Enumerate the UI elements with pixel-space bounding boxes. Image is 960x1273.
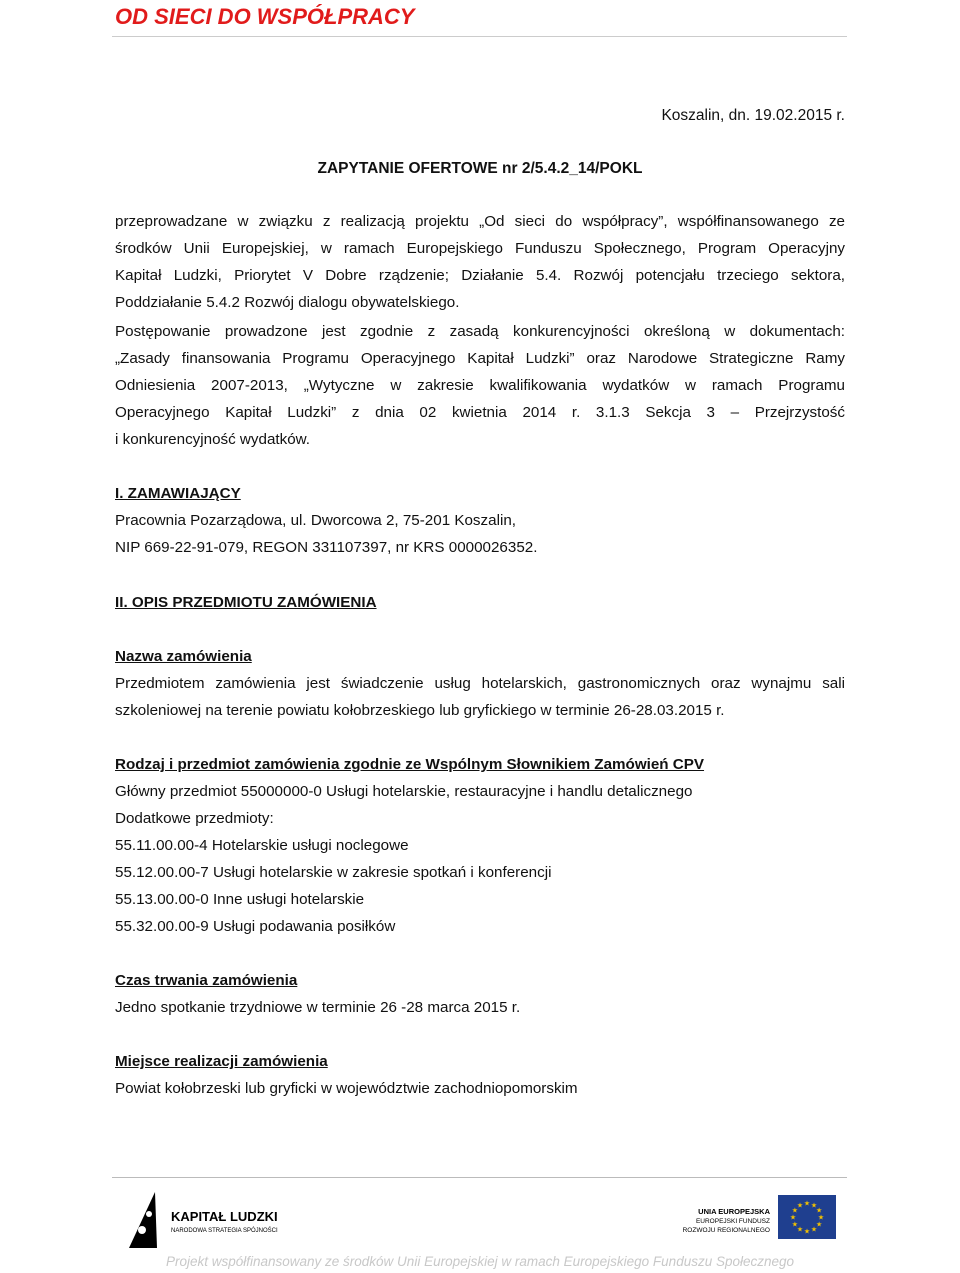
- cpv-main: Główny przedmiot 55000000-0 Usługi hotelarskie, restauracyjne i handlu detalicznego: [115, 783, 693, 800]
- procedure-line: i konkurencyjność wydatków.: [115, 431, 310, 448]
- intro-line: przeprowadzane w związku z realizacją projektu „Od sieci do współpracy”, współfinansowanego ze: [115, 213, 845, 230]
- section-order-description: [115, 589, 845, 1102]
- ordering-party-line: NIP 669-22-91-079, REGON 331107397, nr KRS 0000026352.: [115, 539, 538, 556]
- intro-line: Poddziałanie 5.4.2 Rozwój dialogu obywatelskiego.: [115, 294, 460, 311]
- subsection-heading: Nazwa zamówienia: [115, 648, 252, 665]
- eu-logo-line: EUROPEJSKI FUNDUSZ: [695, 1218, 770, 1225]
- cpv-item: 55.11.00.00-4 Hotelarskie usługi noclegowe: [115, 837, 409, 854]
- cpv-item: 55.13.00.00-0 Inne usługi hotelarskie: [115, 891, 365, 908]
- procedure-line: Odniesienia 2007-2013, „Wytyczne w zakresie kwalifikowania wydatków w ramach Programu: [115, 377, 845, 394]
- intro-line: Kapitał Ludzki, Priorytet V Dobre rządzenie; Działanie 5.4. Rozwój potencjału trzeciego sektora,: [115, 267, 845, 284]
- procedure-line: „Zasady finansowania Programu Operacyjnego Kapitał Ludzki” oraz Narodowe Strategiczne Ramy: [115, 350, 845, 367]
- subsection-heading: Miejsce realizacji zamówienia: [115, 1053, 328, 1070]
- section-heading: I. ZAMAWIAJĄCY: [115, 485, 241, 502]
- eu-star-icon: ★: [789, 1213, 797, 1222]
- intro-line: środków Unii Europejskiej, w ramach Europejskiego Funduszu Społecznego, Program Operacyjny: [115, 240, 845, 257]
- section-ordering-party: [115, 480, 845, 561]
- eu-star-icon: ★: [791, 1220, 799, 1229]
- section-heading: II. OPIS PRZEDMIOTU ZAMÓWIENIA: [115, 594, 377, 611]
- eu-logo-line: UNIA EUROPEJSKA: [698, 1207, 770, 1216]
- eu-star-icon: ★: [815, 1220, 823, 1229]
- kapital-ludzki-logo: [125, 1190, 305, 1250]
- eu-star-icon: ★: [796, 1201, 804, 1210]
- subsection-heading: Czas trwania zamówienia: [115, 972, 298, 989]
- inquiry-title: ZAPYTANIE OFERTOWE nr 2/5.4.2_14/POKL: [317, 160, 643, 177]
- eu-star-icon: ★: [810, 1201, 818, 1210]
- eu-star-icon: ★: [810, 1225, 818, 1234]
- kapital-ludzki-subtitle: NARODOWA STRATEGIA SPÓJNOŚCI: [171, 1228, 278, 1234]
- eu-star-icon: ★: [796, 1225, 804, 1234]
- document-date: Koszalin, dn. 19.02.2015 r.: [661, 107, 845, 124]
- duration-text: Jedno spotkanie trzydniowe w terminie 26 -28 marca 2015 r.: [115, 999, 521, 1016]
- header-title: OD SIECI DO WSPÓŁPRACY: [115, 4, 415, 29]
- eu-star-icon: ★: [791, 1206, 799, 1215]
- eu-star-icon: ★: [803, 1199, 811, 1208]
- footer-cofinancing-note: Projekt współfinansowany ze środków Unii Europejskiej w ramach Europejskiego Funduszu Społecznego: [165, 1254, 795, 1269]
- eu-star-icon: ★: [815, 1206, 823, 1215]
- intro-paragraph: [115, 208, 845, 316]
- cpv-item: 55.32.00.00-9 Usługi podawania posiłków: [115, 918, 396, 935]
- subsection-heading: Rodzaj i przedmiot zamówienia zgodnie ze Wspólnym Słownikiem Zamówień CPV: [115, 756, 705, 773]
- eu-star-icon: ★: [803, 1227, 811, 1236]
- eu-fund-logo: [660, 1190, 850, 1250]
- procedure-paragraph: [115, 318, 845, 453]
- cpv-additional-label: Dodatkowe przedmioty:: [115, 810, 274, 827]
- cpv-item: 55.12.00.00-7 Usługi hotelarskie w zakresie spotkań i konferencji: [115, 864, 552, 881]
- order-name-line: Przedmiotem zamówienia jest świadczenie usług hotelarskich, gastronomicznych oraz wynajmu sali: [115, 675, 845, 692]
- procedure-line: Postępowanie prowadzone jest zgodnie z zasadą konkurencyjności określoną w dokumentach:: [115, 323, 845, 340]
- kapital-ludzki-title: KAPITAŁ LUDZKI: [171, 1209, 278, 1224]
- kapital-ludzki-star: [146, 1211, 152, 1217]
- kapital-ludzki-emblem: [129, 1192, 157, 1248]
- order-name-line: szkoleniowej na terenie powiatu kołobrzeskiego lub gryfickiego w terminie 26-28.03.2015 r.: [115, 702, 725, 719]
- kapital-ludzki-star: [138, 1226, 146, 1234]
- ordering-party-line: Pracownia Pozarządowa, ul. Dworcowa 2, 75-201 Koszalin,: [115, 512, 516, 529]
- place-text: Powiat kołobrzeski lub gryficki w województwie zachodniopomorskim: [115, 1080, 578, 1097]
- procedure-line: Operacyjnego Kapitał Ludzki” z dnia 02 kwietnia 2014 r. 3.1.3 Sekcja 3 – Przejrzystość: [115, 404, 845, 421]
- header-divider: [112, 36, 847, 37]
- footer-divider: [112, 1177, 847, 1178]
- eu-star-icon: ★: [817, 1213, 825, 1222]
- eu-logo-line: ROZWOJU REGIONALNEGO: [682, 1227, 770, 1234]
